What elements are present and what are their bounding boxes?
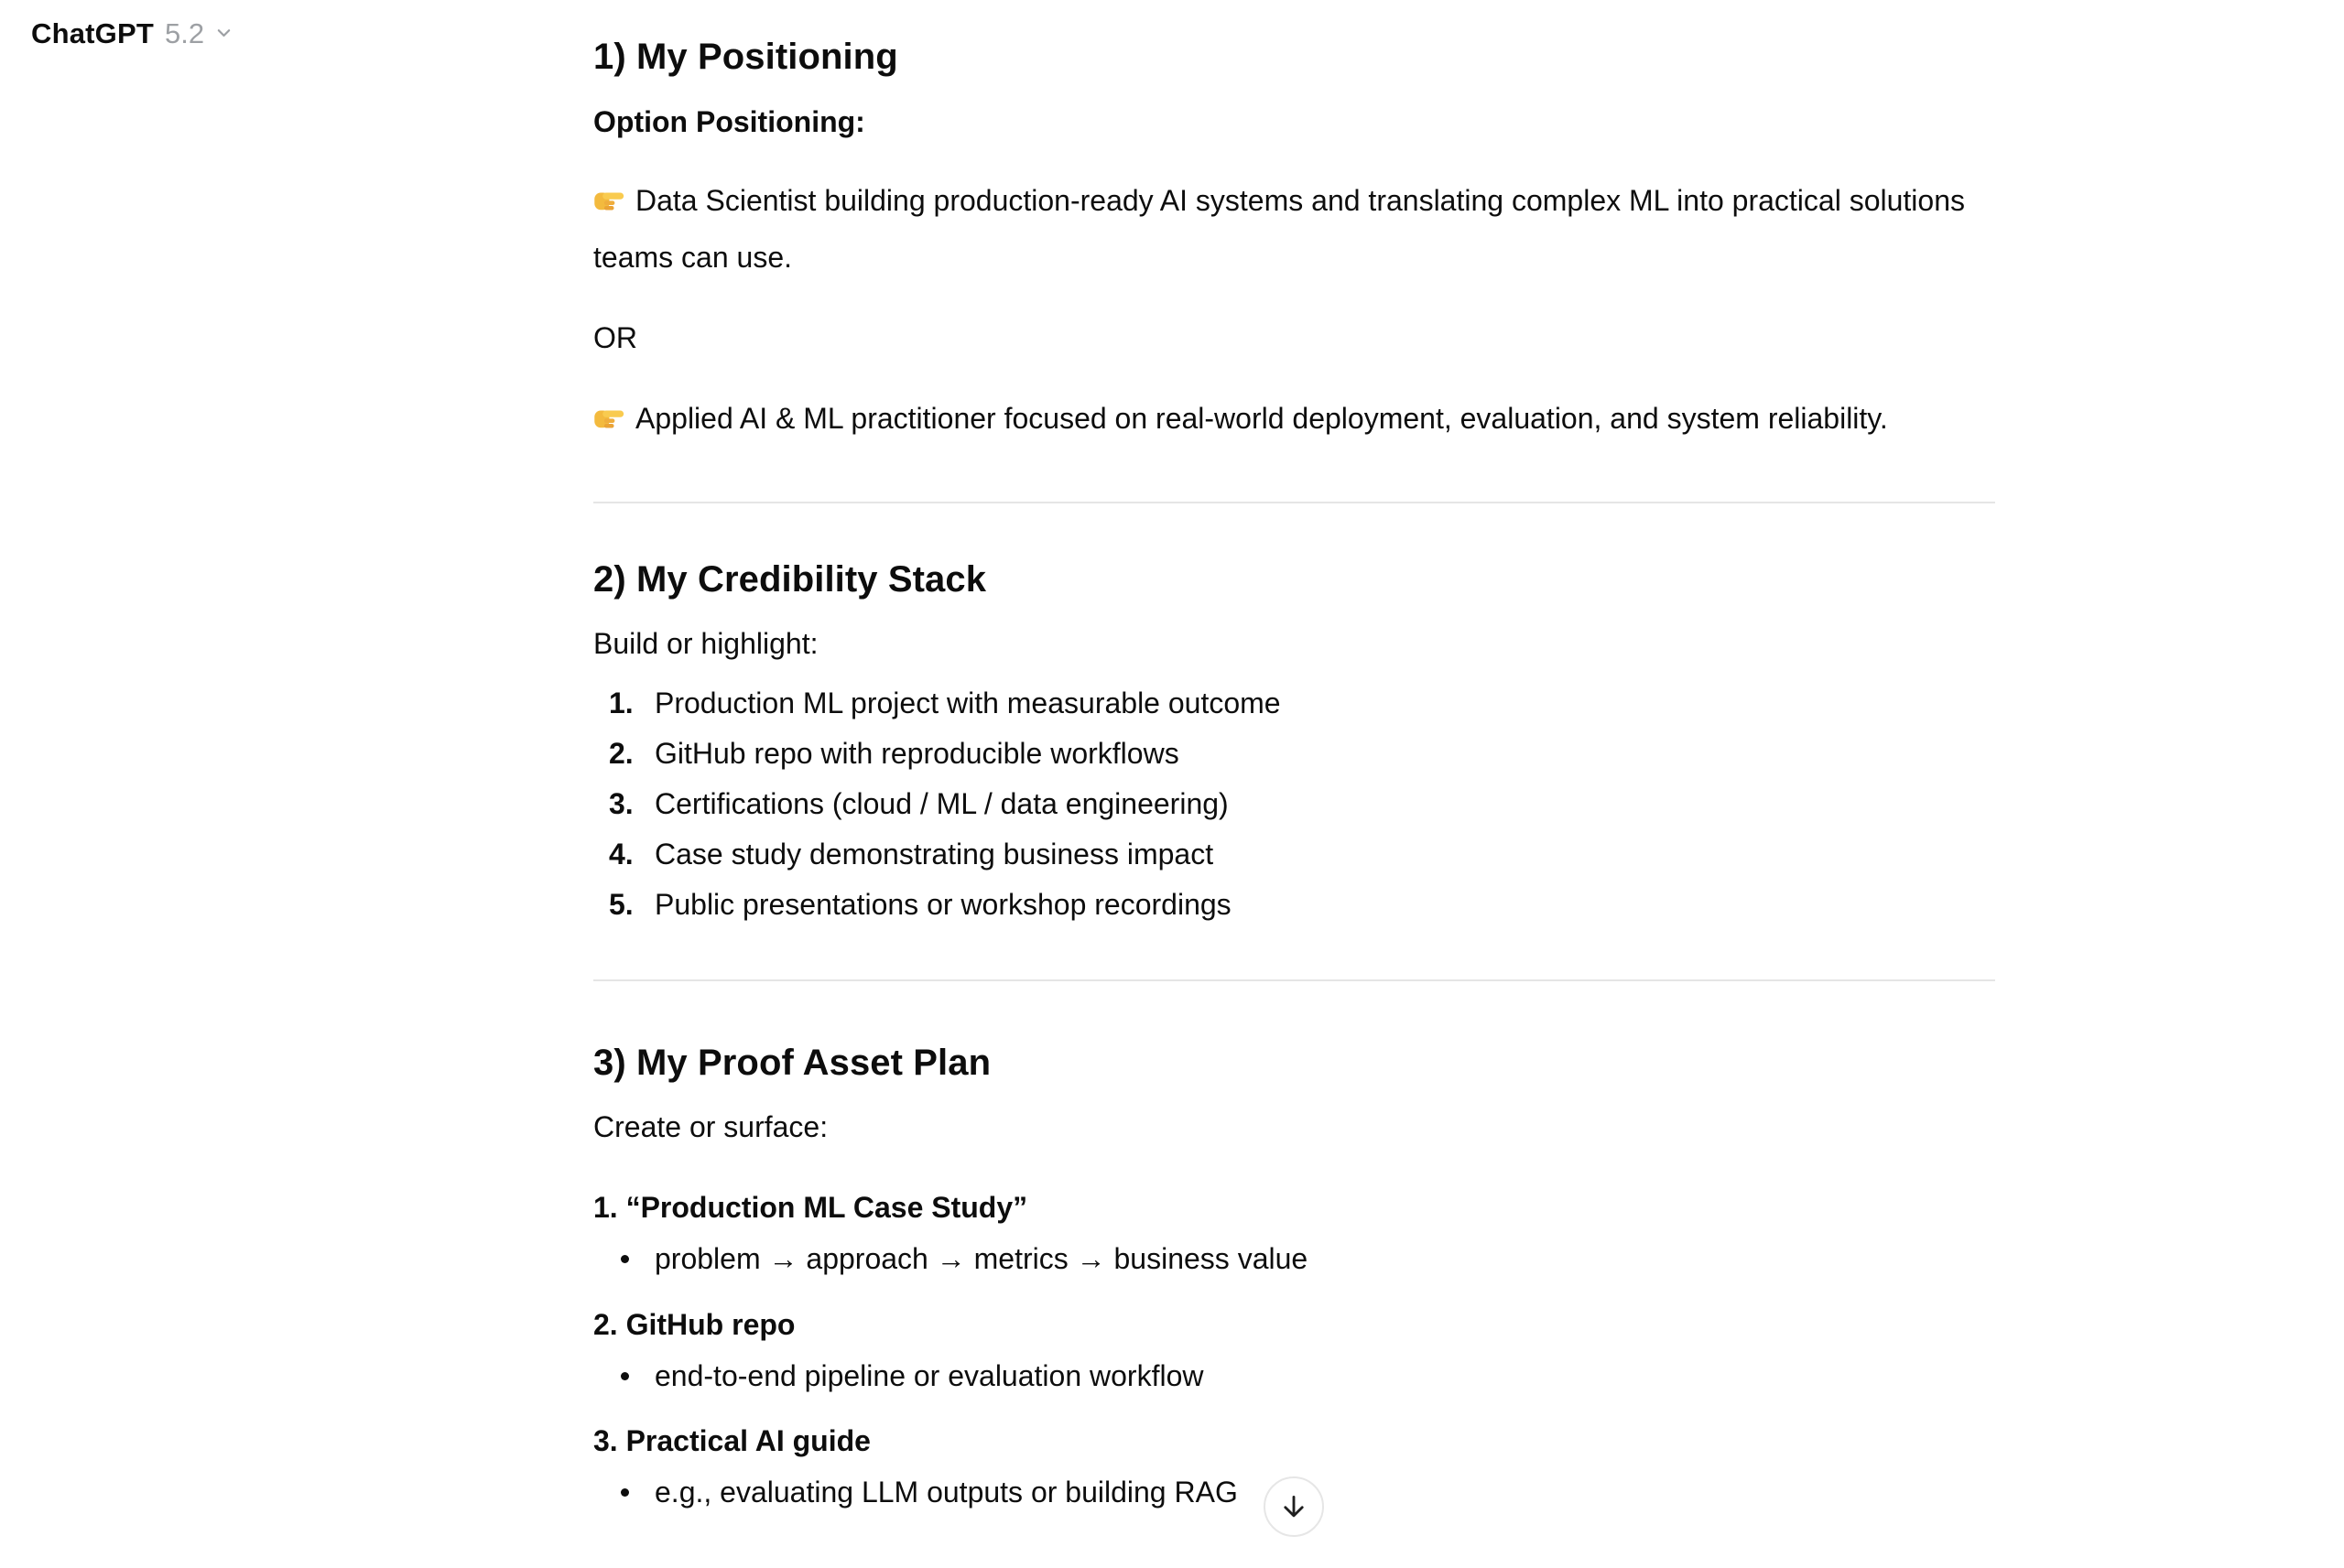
- chevron-down-icon: [212, 16, 236, 55]
- list-item-number: 5.: [609, 888, 634, 921]
- app-name: ChatGPT: [31, 17, 155, 49]
- section-divider: [593, 979, 1995, 981]
- proof-asset-title: 3. Practical AI guide: [593, 1424, 871, 1457]
- positioning-option-1: [593, 175, 1995, 283]
- pointing-right-emoji: [593, 398, 624, 449]
- positioning-option-2: [593, 393, 1995, 449]
- model-selector[interactable]: [31, 13, 236, 55]
- pointing-right-emoji: [593, 180, 624, 232]
- list-item-text: Case study demonstrating business impact: [655, 838, 1214, 871]
- list-item: [593, 779, 1995, 829]
- option-positioning-label: Option Positioning:: [593, 105, 865, 138]
- list-item-number: 3.: [609, 787, 634, 820]
- proof-intro: Create or surface:: [593, 1110, 829, 1143]
- list-item: [593, 678, 1995, 729]
- proof-asset-title: 1. “Production ML Case Study”: [593, 1191, 1028, 1224]
- section-heading-proof: 3) My Proof Asset Plan: [593, 1043, 992, 1083]
- list-item-number: 2.: [609, 737, 634, 770]
- credibility-list: [593, 678, 1995, 930]
- list-item-text: Public presentations or workshop recordings: [655, 888, 1232, 921]
- list-item: [593, 729, 1995, 779]
- list-item: [593, 880, 1995, 930]
- assistant-message: [593, 0, 1995, 1518]
- model-version: 5.2: [165, 17, 205, 49]
- list-item-text: GitHub repo with reproducible workflows: [655, 737, 1179, 770]
- proof-asset-title: 2. GitHub repo: [593, 1308, 796, 1341]
- list-item: problem → approach → metrics → business value: [593, 1233, 1995, 1284]
- section-heading-credibility: 2) My Credibility Stack: [593, 559, 987, 600]
- proof-asset-bullets: [593, 1233, 1995, 1284]
- arrow-down-icon: [1278, 1491, 1309, 1522]
- positioning-option-2-text: Applied AI & ML practitioner focused on real-world deployment, evaluation, and system reliability.: [635, 402, 1888, 435]
- list-item-number: 1.: [609, 687, 634, 719]
- scroll-to-bottom-button[interactable]: [1264, 1476, 1324, 1537]
- positioning-option-1-text: Data Scientist building production-ready AI systems and translating complex ML into practical solutions teams can use.: [593, 184, 1965, 274]
- proof-asset-bullets: [593, 1350, 1995, 1401]
- section-divider: [593, 502, 1995, 503]
- or-separator: OR: [593, 321, 637, 354]
- list-item-text: Production ML project with measurable outcome: [655, 687, 1281, 719]
- list-item-number: 4.: [609, 838, 634, 871]
- section-heading-positioning: 1) My Positioning: [593, 37, 898, 77]
- list-item: e.g., evaluating LLM outputs or building RAG: [593, 1466, 1995, 1518]
- list-item: [593, 829, 1995, 880]
- list-item-text: Certifications (cloud / ML / data engineering): [655, 787, 1229, 820]
- list-item: end-to-end pipeline or evaluation workflow: [593, 1350, 1995, 1401]
- credibility-intro: Build or highlight:: [593, 627, 819, 660]
